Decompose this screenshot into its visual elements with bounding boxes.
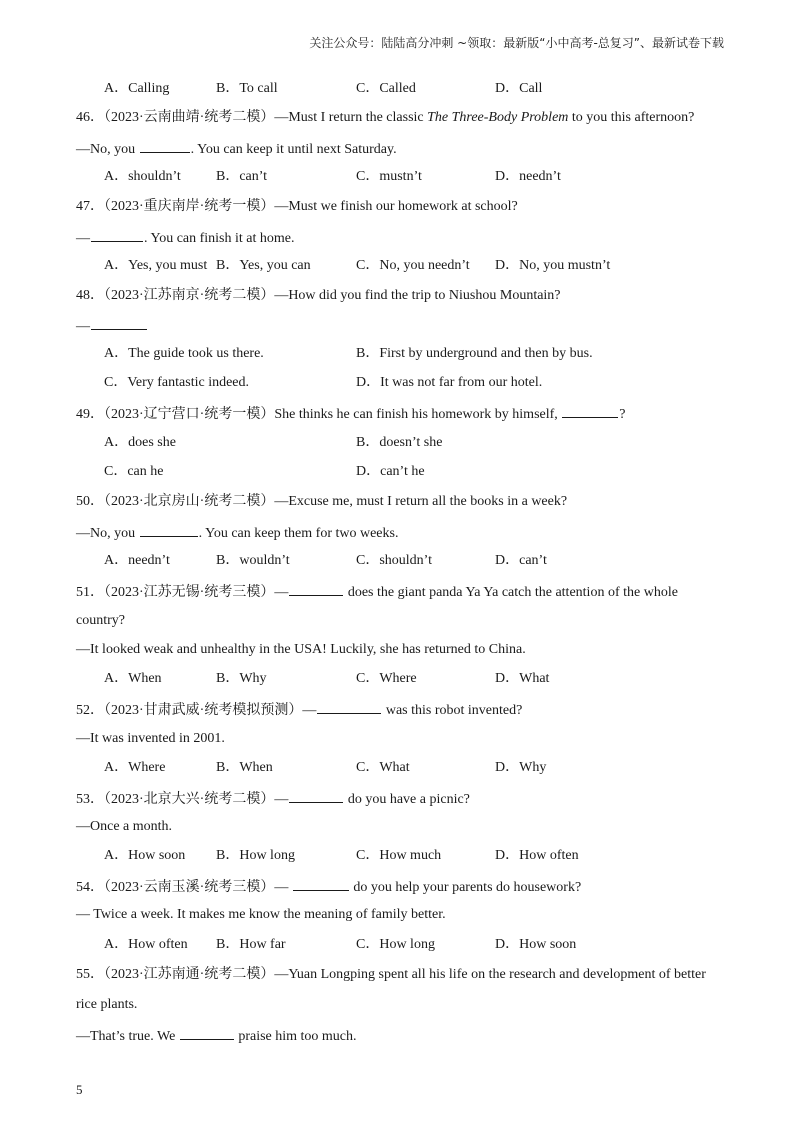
q46-stem: 46．（2023·云南曲靖·统考二模）—Must I return the classic The Three-Body Problem to you this afternoon? bbox=[76, 110, 695, 125]
answer-blank bbox=[140, 139, 190, 153]
q46-option-a: A．shouldn’t bbox=[104, 169, 181, 184]
answer-blank bbox=[317, 700, 381, 714]
q45-option-d: D．Call bbox=[495, 81, 543, 96]
q46-reply: —No, you . You can keep it until next Saturday. bbox=[76, 139, 397, 159]
q49-option-d: D．can’t he bbox=[356, 464, 425, 479]
q50-option-c: C．shouldn’t bbox=[356, 553, 432, 568]
q54-stem: 54．（2023·云南玉溪·统考三模）— do you help your parents do housework? bbox=[76, 877, 581, 897]
book-title: The Three-Body Problem bbox=[427, 110, 569, 125]
q52-option-a: A．Where bbox=[104, 760, 166, 775]
q54-option-d: D．How soon bbox=[495, 937, 577, 952]
q54-reply: — Twice a week. It makes me know the meaning of family better. bbox=[76, 907, 446, 922]
q48-option-a: A．The guide took us there. bbox=[104, 346, 264, 361]
q51-option-d: D．What bbox=[495, 671, 550, 686]
q53-reply: —Once a month. bbox=[76, 819, 173, 834]
q53-option-d: D．How often bbox=[495, 848, 579, 863]
page-number: 5 bbox=[76, 1082, 83, 1097]
q53-option-c: C．How much bbox=[356, 848, 442, 863]
q48-stem: 48．（2023·江苏南京·统考二模）—How did you find the trip to Niushou Mountain? bbox=[76, 288, 561, 303]
q52-stem: 52．（2023·甘肃武威·统考模拟预测）— was this robot invented? bbox=[76, 700, 522, 720]
q51-stem-cont: country? bbox=[76, 613, 125, 628]
answer-blank bbox=[293, 877, 349, 891]
q51-stem: 51．（2023·江苏无锡·统考三模）— does the giant panda Ya Ya catch the attention of the whole bbox=[76, 582, 678, 602]
q55-stem: 55．（2023·江苏南通·统考二模）—Yuan Longping spent all his life on the research and development of better bbox=[76, 967, 706, 982]
answer-blank bbox=[91, 316, 147, 330]
q47-option-d: D．No, you mustn’t bbox=[495, 258, 611, 273]
q52-option-d: D．Why bbox=[495, 760, 547, 775]
q52-option-b: B．When bbox=[216, 760, 273, 775]
q51-option-c: C．Where bbox=[356, 671, 417, 686]
q47-stem: 47．（2023·重庆南岸·统考一模）—Must we finish our homework at school? bbox=[76, 199, 518, 214]
q49-option-b: B．doesn’t she bbox=[356, 435, 443, 450]
q47-reply: — . You can finish it at home. bbox=[76, 228, 295, 248]
q47-option-b: B．Yes, you can bbox=[216, 258, 311, 273]
q52-reply: —It was invented in 2001. bbox=[76, 731, 225, 746]
answer-blank bbox=[562, 404, 618, 418]
q52-option-c: C．What bbox=[356, 760, 410, 775]
q45-option-a: A．Calling bbox=[104, 81, 170, 96]
q49-option-c: C．can he bbox=[104, 464, 164, 479]
answer-blank bbox=[91, 228, 143, 242]
q48-option-d: D．It was not far from our hotel. bbox=[356, 375, 543, 390]
q47-option-a: A．Yes, you must bbox=[104, 258, 208, 273]
q54-option-c: C．How long bbox=[356, 937, 435, 952]
q50-option-b: B．wouldn’t bbox=[216, 553, 290, 568]
q50-option-d: D．can’t bbox=[495, 553, 547, 568]
page-header: 关注公众号：陆陆高分冲刺 ~领取：最新版“小中高考-总复习”、最新试卷下载 bbox=[309, 36, 724, 50]
q53-option-b: B．How long bbox=[216, 848, 295, 863]
q53-stem: 53．（2023·北京大兴·统考二模）— do you have a picnic? bbox=[76, 789, 470, 809]
q54-option-a: A．How often bbox=[104, 937, 188, 952]
q55-reply: —That’s true. We praise him too much. bbox=[76, 1026, 357, 1046]
q45-option-c: C．Called bbox=[356, 81, 416, 96]
answer-blank bbox=[289, 789, 343, 803]
answer-blank bbox=[289, 582, 343, 596]
q48-option-c: C．Very fantastic indeed. bbox=[104, 375, 250, 390]
q55-stem-cont: rice plants. bbox=[76, 997, 138, 1012]
q49-option-a: A．does she bbox=[104, 435, 176, 450]
q48-reply: — bbox=[76, 316, 148, 336]
q48-option-b: B．First by underground and then by bus. bbox=[356, 346, 593, 361]
q50-option-a: A．needn’t bbox=[104, 553, 170, 568]
q46-option-b: B．can’t bbox=[216, 169, 268, 184]
q50-reply: —No, you . You can keep them for two weeks. bbox=[76, 523, 398, 543]
q47-option-c: C．No, you needn’t bbox=[356, 258, 470, 273]
answer-blank bbox=[140, 523, 198, 537]
answer-blank bbox=[180, 1026, 234, 1040]
q50-stem: 50．（2023·北京房山·统考二模）—Excuse me, must I return all the books in a week? bbox=[76, 494, 568, 509]
q54-option-b: B．How far bbox=[216, 937, 286, 952]
q51-option-a: A．When bbox=[104, 671, 162, 686]
q53-option-a: A．How soon bbox=[104, 848, 186, 863]
q46-option-c: C．mustn’t bbox=[356, 169, 422, 184]
q51-option-b: B．Why bbox=[216, 671, 267, 686]
q49-stem: 49．（2023·辽宁营口·统考一模）She thinks he can finish his homework by himself, ? bbox=[76, 404, 626, 424]
q45-option-b: B．To call bbox=[216, 81, 278, 96]
q51-reply: —It looked weak and unhealthy in the USA! Luckily, she has returned to China. bbox=[76, 642, 526, 657]
q46-option-d: D．needn’t bbox=[495, 169, 561, 184]
